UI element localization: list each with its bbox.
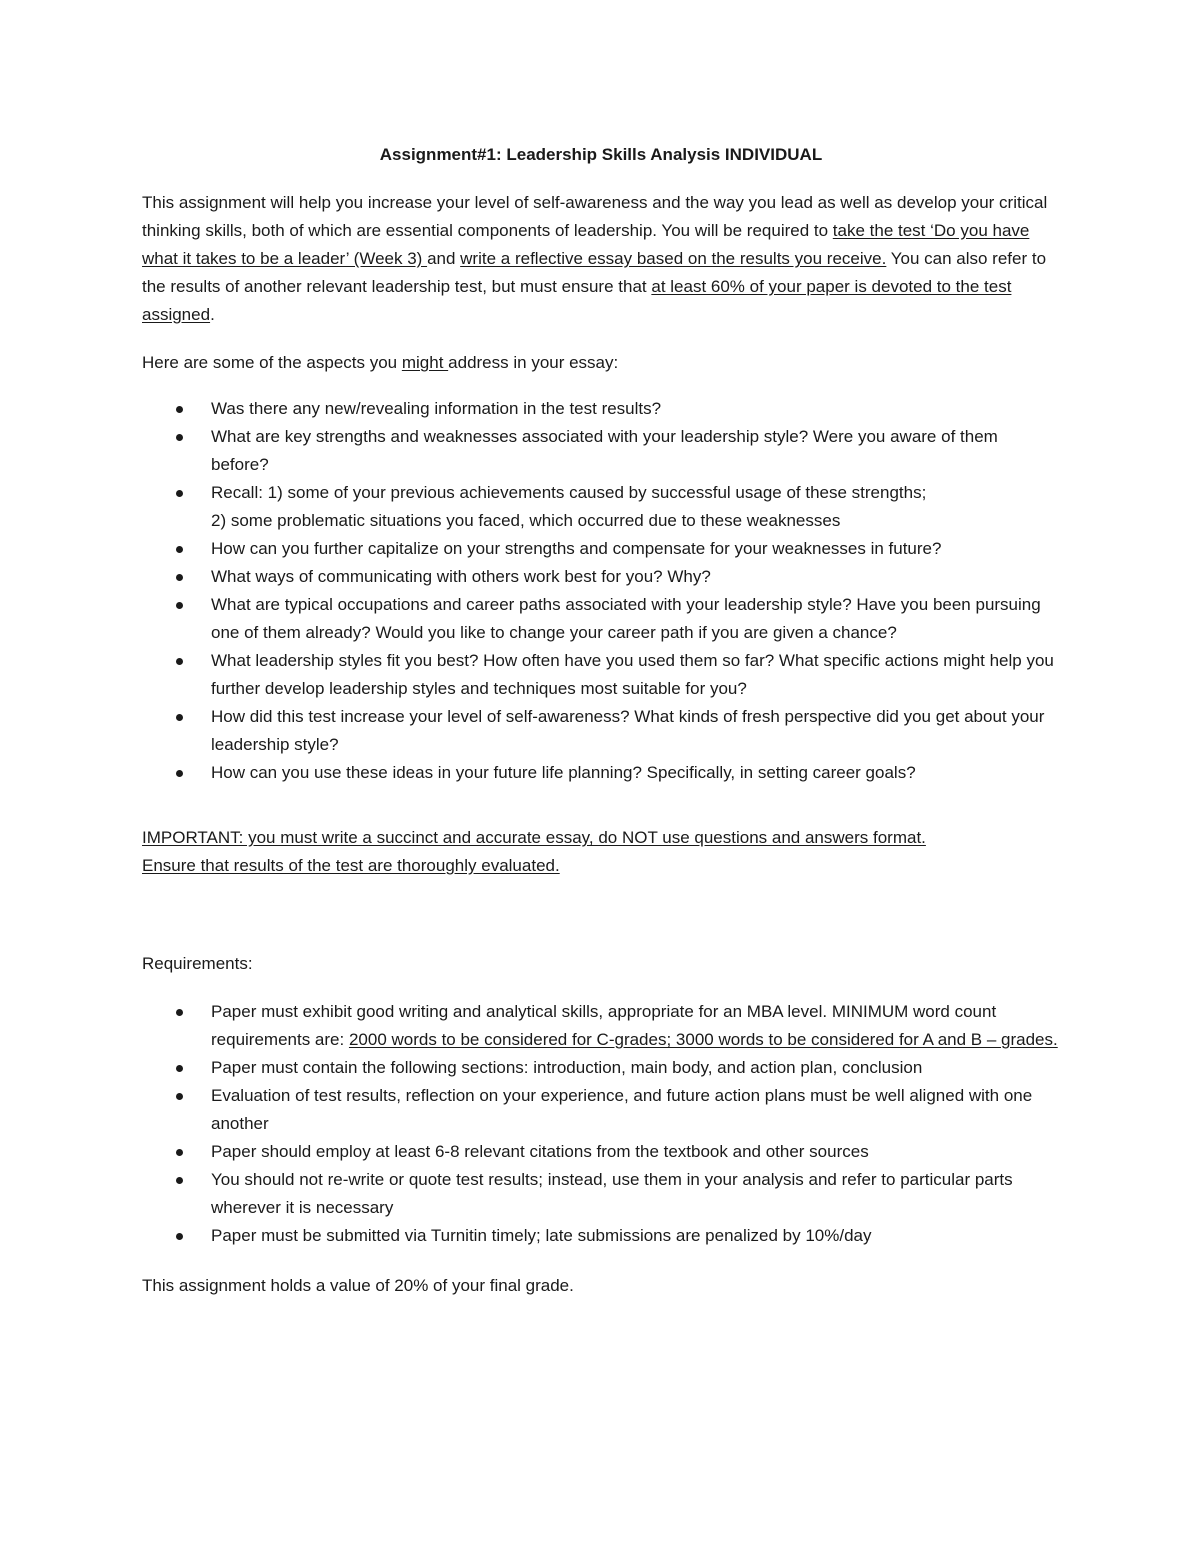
requirements-heading: Requirements:	[142, 954, 253, 973]
intro-underlined-essay: write a reflective essay based on the results you receive.	[460, 249, 887, 268]
intro-underlined-percent: at least 60% of your paper is devoted to the test assigned	[142, 277, 1012, 324]
list-item: Paper must contain the following sections: introduction, main body, and action plan, conclusion	[142, 1054, 1060, 1082]
list-item: What leadership styles fit you best? How often have you used them so far? What specific actions might help you further develop leadership styles and techniques most suitable for you?	[142, 647, 1060, 703]
requirement-1-underlined: 2000 words to be considered for C-grades; 3000 words to be considered for A and B – grades.	[348, 1030, 1058, 1049]
list-item: How can you use these ideas in your future life planning? Specifically, in setting career goals?	[142, 759, 1060, 787]
intro-text-4: .	[210, 305, 215, 324]
page-title: Assignment#1: Leadership Skills Analysis INDIVIDUAL	[379, 145, 823, 164]
requirement-1-text: Paper must exhibit good writing and analytical skills, appropriate for an MBA level. MINIMUM word count requirements are:	[211, 1002, 997, 1049]
closing-paragraph: This assignment holds a value of 20% of your final grade.	[142, 1276, 574, 1295]
aspects-list	[142, 395, 1060, 787]
list-item: Evaluation of test results, reflection on your experience, and future action plans must be well aligned with one another	[142, 1082, 1060, 1138]
list-item: Paper should employ at least 6-8 relevant citations from the textbook and other sources	[142, 1138, 1060, 1166]
aspects-lead-text-2: address in your essay:	[448, 353, 619, 372]
list-item: What ways of communicating with others work best for you? Why?	[142, 563, 1060, 591]
list-item	[142, 998, 1060, 1054]
aspects-lead-underlined: might	[401, 353, 449, 372]
recall-line-1: Recall: 1) some of your previous achievements caused by successful usage of these strengths;	[211, 483, 927, 502]
important-line-2: Ensure that results of the test are thoroughly evaluated.	[142, 856, 560, 875]
list-item: Was there any new/revealing information in the test results?	[142, 395, 1060, 423]
intro-text-1: This assignment will help you increase your level of self-awareness and the way you lead as well as develop your critical thinking skills, both of which are essential components of leadership. You will be required to	[142, 193, 1048, 240]
list-item: What are key strengths and weaknesses associated with your leadership style? Were you aware of them before?	[142, 423, 1060, 479]
important-line-1: IMPORTANT: you must write a succinct and accurate essay, do NOT use questions and answers format.	[142, 828, 926, 847]
list-item: How did this test increase your level of self-awareness? What kinds of fresh perspective did you get about your leadership style?	[142, 703, 1060, 759]
list-item: What are typical occupations and career paths associated with your leadership style? Have you been pursuing one of them already? Would you like to change your career path if you are given a chance?	[142, 591, 1060, 647]
aspects-lead	[142, 349, 1060, 377]
list-item: You should not re-write or quote test results; instead, use them in your analysis and refer to particular parts wherever it is necessary	[142, 1166, 1060, 1222]
intro-underlined-test: take the test ‘Do you have what it takes to be a leader’ (Week 3)	[142, 221, 1030, 268]
aspects-lead-text-1: Here are some of the aspects you	[142, 353, 402, 372]
requirements-list	[142, 998, 1060, 1250]
list-item	[142, 479, 1060, 535]
intro-text-3: You can also refer to the results of another relevant leadership test, but must ensure that	[142, 249, 1047, 296]
intro-text-2: and	[427, 249, 461, 268]
important-notice	[142, 824, 1060, 880]
recall-line-2: 2) some problematic situations you faced, which occurred due to these weaknesses	[211, 511, 841, 530]
list-item: How can you further capitalize on your strengths and compensate for your weaknesses in future?	[142, 535, 1060, 563]
intro-paragraph	[142, 189, 1060, 329]
list-item: Paper must be submitted via Turnitin timely; late submissions are penalized by 10%/day	[142, 1222, 1060, 1250]
document-body	[142, 141, 1060, 1300]
